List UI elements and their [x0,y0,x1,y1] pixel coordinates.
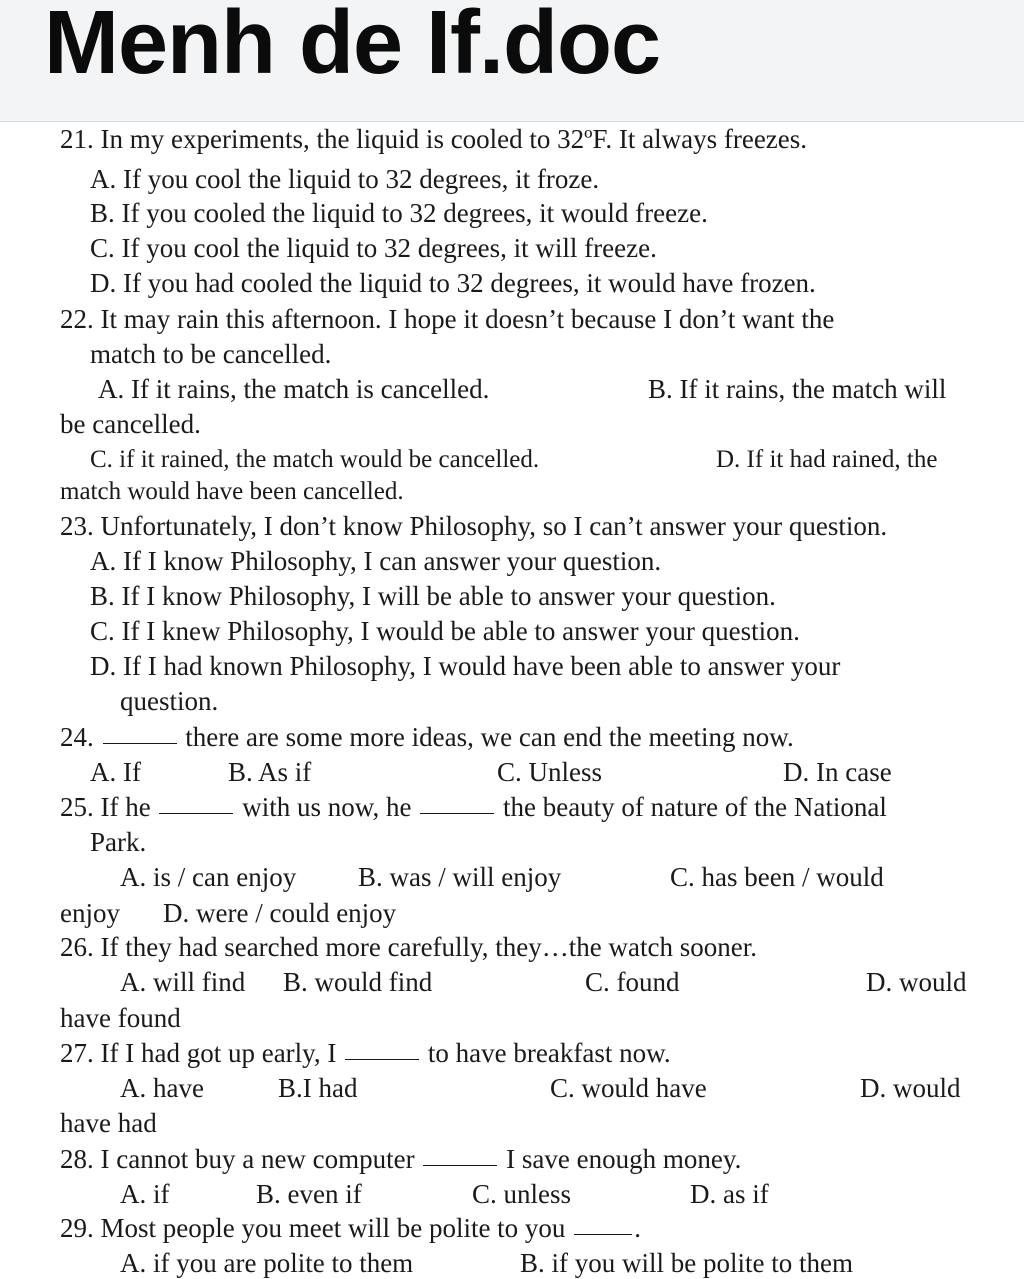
question-23-option-c: C. If I knew Philosophy, I would be able to answer your question. [90,616,800,646]
question-22-option-b: B. If it rains, the match will [648,374,947,404]
answer-blank [423,1164,497,1166]
question-27-option-a: A. have [120,1073,204,1103]
question-27-stem [60,1037,671,1069]
question-27-option-b: B.I had [278,1073,358,1103]
question-21-option-b: B. If you cooled the liquid to 32 degrees, it would freeze. [90,198,708,228]
question-21-option-a: A. If you cool the liquid to 32 degrees, it froze. [90,164,600,194]
question-24-option-c: C. Unless [497,757,603,787]
question-21-option-c: C. If you cool the liquid to 32 degrees, it will freeze. [90,233,657,263]
question-29-text-2: . [634,1213,641,1243]
answer-blank [159,812,233,814]
question-22-stem-continued: match to be cancelled. [90,339,332,369]
question-24-number: 24. [60,722,94,752]
question-22-option-a: A. If it rains, the match is cancelled. [98,374,490,404]
question-23-option-d-continued: question. [120,686,219,716]
question-23-stem: 23. Unfortunately, I don’t know Philosophy, so I can’t answer your question. [60,511,888,541]
question-21-option-d: D. If you had cooled the liquid to 32 degrees, it would have frozen. [90,268,816,298]
document-header [0,0,1024,122]
question-24-stem [60,721,794,753]
question-22-stem: 22. It may rain this afternoon. I hope it doesn’t because I don’t want the [60,304,835,334]
answer-blank [420,812,494,814]
question-27-option-d-continued: have had [60,1108,157,1138]
question-25-option-a: A. is / can enjoy [120,862,297,892]
question-28-stem [60,1143,741,1175]
question-26-option-d: D. would [866,967,967,997]
question-25-option-d: D. were / could enjoy [163,898,397,928]
question-28-option-a: A. if [120,1179,170,1209]
question-22-option-c: C. if it rained, the match would be cancelled. [90,446,540,473]
answer-blank [345,1058,419,1060]
question-23-option-a: A. If I know Philosophy, I can answer your question. [90,546,662,576]
question-28-option-d: D. as if [690,1179,769,1209]
question-25-option-b: B. was / will enjoy [358,862,562,892]
answer-blank [574,1233,632,1235]
question-25-text-3: the beauty of nature of the National [502,792,887,822]
question-28-option-b: B. even if [256,1179,362,1209]
question-25-text-1: 25. If he [60,792,151,822]
question-28-text-2: I save enough money. [506,1144,742,1174]
question-29-text-1: 29. Most people you meet will be polite to you [60,1213,566,1243]
question-23-option-b: B. If I know Philosophy, I will be able to answer your question. [90,581,776,611]
question-26-option-b: B. would find [283,967,433,997]
question-27-text-2: to have breakfast now. [427,1038,671,1068]
question-26-option-d-continued: have found [60,1003,181,1033]
question-25-text-2: with us now, he [242,792,412,822]
question-26-stem: 26. If they had searched more carefully, they…the watch sooner. [60,932,757,962]
question-27-option-d: D. would [860,1073,961,1103]
question-29-option-a: A. if you are polite to them [120,1248,414,1278]
document-title: Menh de If.doc [44,0,660,93]
question-23-option-d: D. If I had known Philosophy, I would have been able to answer your [90,651,841,681]
question-25-stem-continued: Park. [90,827,147,857]
question-24-option-b: B. As if [228,757,312,787]
answer-blank [103,742,177,744]
question-27-option-c: C. would have [550,1073,707,1103]
question-29-stem [60,1212,641,1244]
question-24-option-a: A. If [90,757,141,787]
question-27-text-1: 27. If I had got up early, I [60,1038,337,1068]
question-22-option-d-continued: match would have been cancelled. [60,478,404,505]
question-21-stem: 21. In my experiments, the liquid is cooled to 32ºF. It always freezes. [60,124,808,154]
question-24-option-d: D. In case [783,757,892,787]
question-25-stem [60,791,887,823]
document-body [0,121,1024,1277]
question-28-text-1: 28. I cannot buy a new computer [60,1144,415,1174]
question-22-option-b-continued: be cancelled. [60,409,201,439]
question-29-option-b: B. if you will be polite to them [520,1248,853,1278]
question-25-option-c: C. has been / would [670,862,884,892]
question-22-option-d: D. If it had rained, the [716,446,938,473]
question-26-option-c: C. found [585,967,680,997]
question-26-option-a: A. will find [120,967,246,997]
question-28-option-c: C. unless [472,1179,572,1209]
question-24-text: there are some more ideas, we can end the meeting now. [185,722,794,752]
question-25-option-c-continued: enjoy [60,898,120,928]
